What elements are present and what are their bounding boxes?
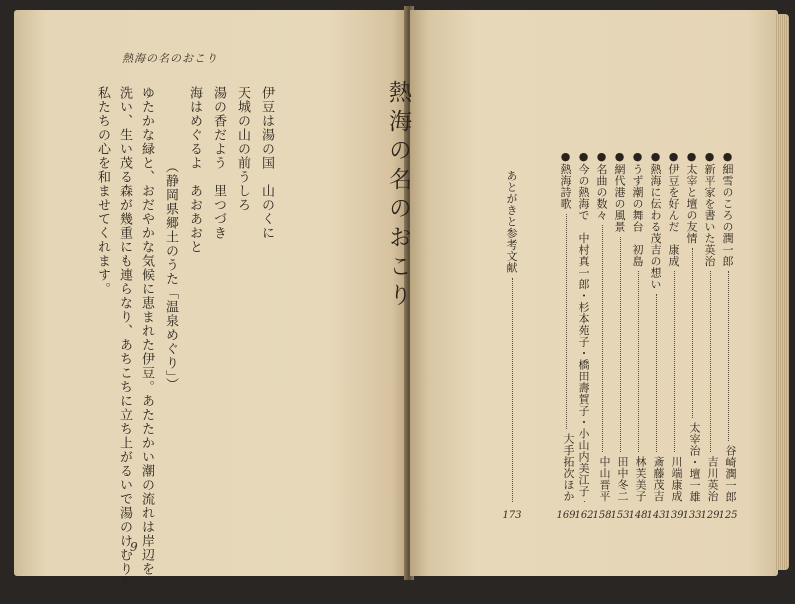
- toc-leader: [710, 271, 711, 452]
- toc-leader: [674, 271, 675, 452]
- toc-entry-title[interactable]: ●太宰と壇の友情: [685, 150, 698, 244]
- toc-entry-author: 林芙美子: [634, 456, 647, 502]
- toc-entry-title[interactable]: ●熱海に伝わる茂吉の想い: [649, 150, 662, 290]
- toc-entry-author: 田中冬二: [616, 456, 629, 502]
- toc-leader: [638, 271, 639, 452]
- toc-leader: [728, 271, 729, 441]
- toc-entry-title[interactable]: ●名曲の数々: [595, 150, 608, 221]
- page-edge: [775, 14, 789, 570]
- toc-leader: [602, 225, 603, 452]
- toc-entry-author: 大手拓次ほか: [562, 433, 575, 502]
- toc-leader: [584, 501, 585, 502]
- toc-leader: [512, 278, 513, 503]
- toc-entry-page: 143: [646, 510, 666, 521]
- toc-leader: [656, 294, 657, 452]
- right-page: [385, 10, 778, 576]
- toc-entry-page: 158: [592, 510, 612, 521]
- toc-entry-author: 中山晋平: [598, 456, 611, 502]
- toc-entry-title[interactable]: あとがきと参考文献: [505, 170, 518, 274]
- left-page: [14, 10, 408, 604]
- toc-entry-page: 129: [700, 510, 720, 521]
- running-head: 熱海の名のおこり: [122, 52, 218, 65]
- toc-entry-page: 169: [556, 510, 576, 521]
- toc-entry-page: 139: [664, 510, 684, 521]
- toc-entry-author: 吉川英治: [706, 456, 719, 502]
- toc-entry-title[interactable]: ●うず潮の舞台 初島: [631, 150, 644, 267]
- toc-entry-page: 133: [682, 510, 702, 521]
- poem-line: 湯の香だよう 里つづき: [211, 86, 226, 240]
- toc-entry-title[interactable]: ●熱海詩歌: [559, 150, 572, 210]
- toc-entry-page: 173: [502, 510, 522, 521]
- toc-entry-author: 川端康成: [670, 456, 683, 502]
- toc-leader: [566, 214, 567, 430]
- toc-leader: [692, 248, 693, 418]
- toc-entry-page: 153: [610, 510, 630, 521]
- toc-entry-page: 148: [628, 510, 648, 521]
- chapter-title: 熱海の名のおこり: [385, 80, 411, 312]
- toc-entry-title[interactable]: ●今の熱海で 中村真一郎・杉本苑子・橋田壽賀子・小山内美江子: [577, 150, 590, 497]
- prose-line: 洗い、生い茂る森が幾重にも連らなり、あちこちに立ち上がるいで湯のけむりも、: [117, 86, 132, 604]
- toc-entry-page: 125: [718, 510, 738, 521]
- toc-entry-title[interactable]: ●新平家を書いた英治: [703, 150, 716, 267]
- toc-entry-author: 太宰治・壇一雄: [688, 421, 701, 502]
- toc-entry-title[interactable]: ●細雪のころの潤一郎: [721, 150, 734, 267]
- toc-entry-page: 162: [574, 510, 594, 521]
- prose-line: ゆたかな緑と、おだやかな気候に恵まれた伊豆。あたたかい潮の流れは岸辺を: [139, 86, 154, 576]
- toc-entry-title[interactable]: ●伊豆を好んだ 康成: [667, 150, 680, 267]
- toc-entry-author: 谷崎潤一郎: [724, 444, 737, 502]
- toc-entry-title[interactable]: ●網代港の風景: [613, 150, 626, 233]
- poem-line: 天城の山の前うしろ: [235, 86, 250, 212]
- poem-line: 伊豆は湯の国 山のくに: [259, 86, 274, 240]
- page-number: 9: [130, 540, 138, 554]
- poem-source: （静岡県郷土のうた「温泉めぐり」）: [163, 160, 178, 392]
- toc-leader: [620, 237, 621, 453]
- prose-line: 私たちの心を和ませてくれます。: [95, 86, 110, 296]
- poem-line: 海はめぐるよ あおあおと: [187, 86, 202, 254]
- toc-entry-author: 斎藤茂吉: [652, 456, 665, 502]
